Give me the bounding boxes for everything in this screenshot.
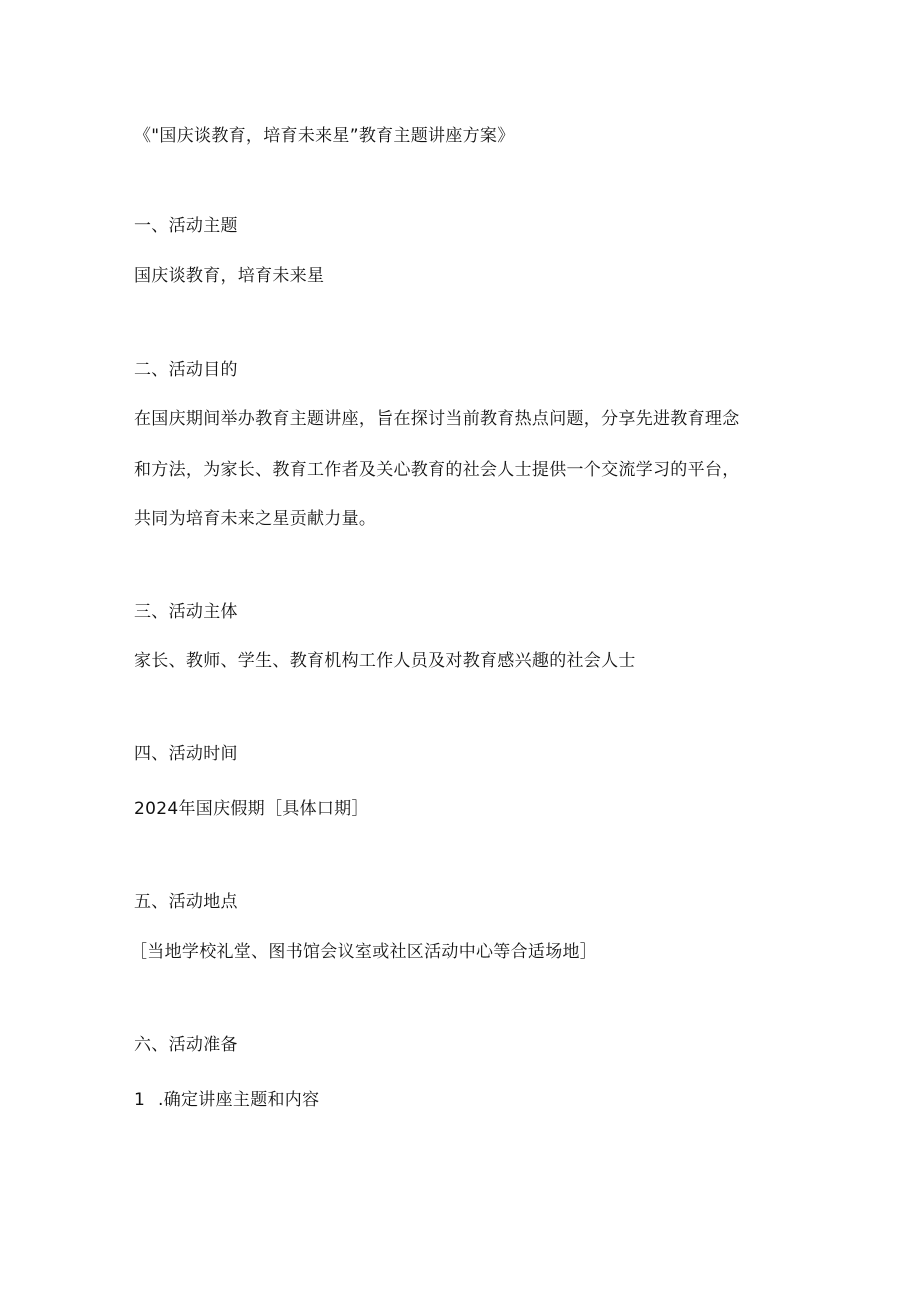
section-heading-time: 四、活动时间 — [134, 744, 238, 764]
section-heading-location: 五、活动地点 — [134, 892, 238, 912]
section-body-purpose-line-2: 和方法，为家长、教育工作者及关心教育的社会人士提供一个交流学习的平台， — [134, 460, 740, 480]
section-body-location: ［当地学校礼堂、图书馆会议室或社区活动中心等合适场地］ — [130, 942, 598, 962]
section-heading-participants: 三、活动主体 — [134, 602, 238, 622]
section-heading-purpose: 二、活动目的 — [134, 360, 238, 380]
section-body-participants: 家长、教师、学生、教育机构工作人员及对教育感兴趣的社会人士 — [134, 651, 636, 671]
section-body-time: 2024年国庆假期［具体口期］ — [134, 799, 369, 819]
section-body-purpose-line-3: 共同为培育未来之星贡献力量。 — [134, 509, 377, 529]
list-item-number: 1 — [134, 1090, 146, 1110]
section-heading-theme: 一、活动主题 — [134, 216, 238, 236]
list-item-text: .确定讲座主题和内容 — [158, 1090, 320, 1110]
section-body-purpose-line-1: 在国庆期间举办教育主题讲座，旨在探讨当前教育热点问题，分享先进教育理念 — [134, 409, 740, 429]
section-heading-preparation: 六、活动准备 — [134, 1035, 238, 1055]
section-body-theme: 国庆谈教育，培育未来星 — [134, 266, 325, 286]
preparation-list-item — [134, 1088, 319, 1112]
document-title: 《"国庆谈教育，培育未来星”教育主题讲座方案》 — [134, 126, 515, 146]
